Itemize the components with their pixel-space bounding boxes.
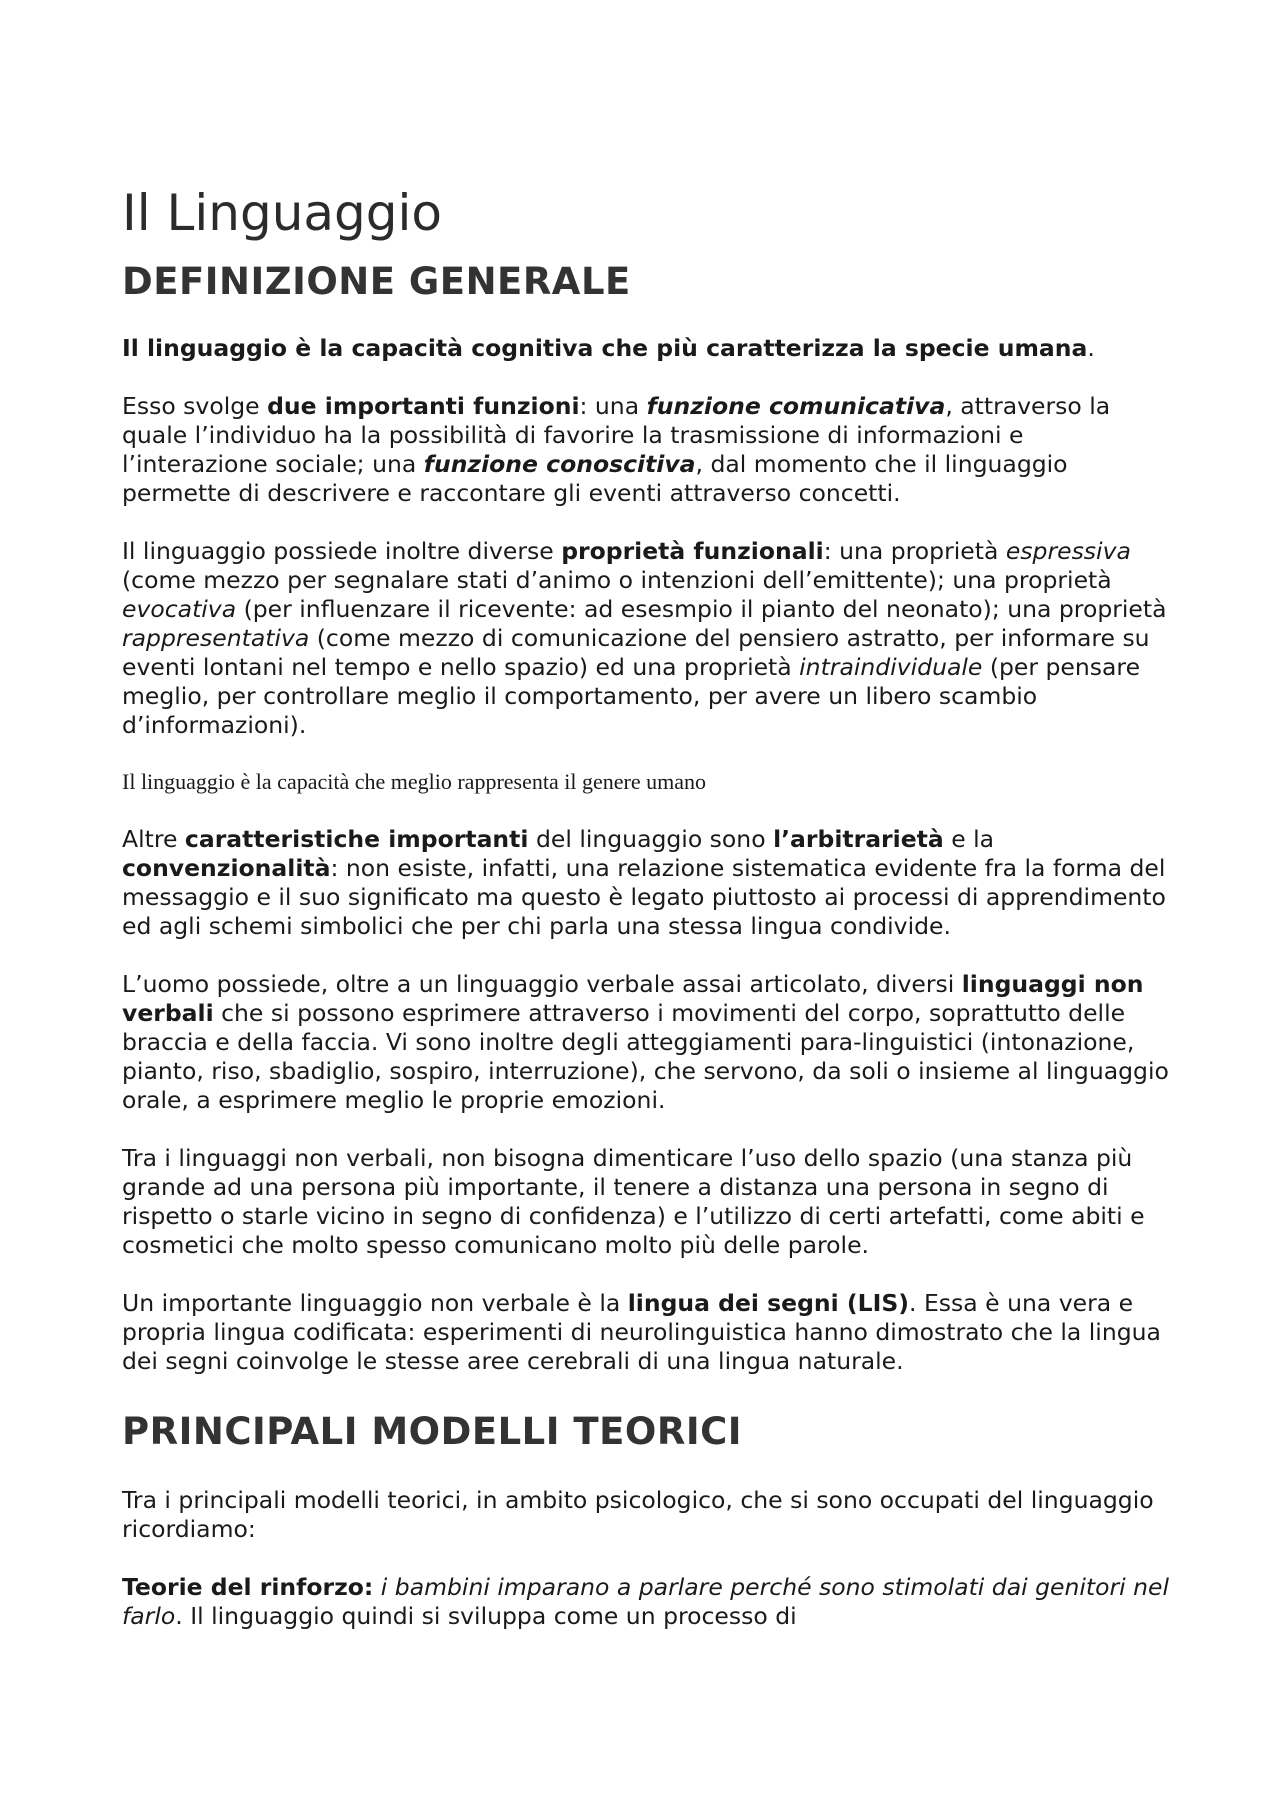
- paragraph-functions: Esso svolge due importanti funzioni: una funzione comunicativa, attraverso la quale l’individuo ha la possibilità di favorire la trasmissione di informazioni e l’interazione sociale; una funzione conoscitiva, dal momento che il linguaggio permette di descrivere e raccontare gli eventi attraverso concetti.: [122, 392, 1111, 507]
- paragraph-models-intro: Tra i principali modelli teorici, in ambito psicologico, che si sono occupati del linguaggio ricordiamo:: [122, 1486, 1154, 1543]
- paragraph-definition: Il linguaggio è la capacità cognitiva che più caratterizza la specie umana.: [122, 334, 1095, 362]
- section-heading-modelli: PRINCIPALI MODELLI TEORICI: [122, 1410, 743, 1453]
- paragraph-serif-note: Il linguaggio è la capacità che meglio rappresenta il genere umano: [122, 769, 706, 794]
- paragraph-lis: Un importante linguaggio non verbale è la lingua dei segni (LIS). Essa è una vera e propria lingua codificata: esperimenti di neurolinguistica hanno dimostrato che la lingua dei segni coinvolge le stesse aree cerebrali di una lingua naturale.: [122, 1289, 1161, 1375]
- bold-text: Il linguaggio è la capacità cognitiva che più caratterizza la specie umana: [122, 334, 1088, 362]
- paragraph-characteristics: Altre caratteristiche importanti del linguaggio sono l’arbitrarietà e la convenzionalità: non esiste, infatti, una relazione sistematica evidente fra la forma del messaggio e il suo significato ma questo è legato piuttosto ai processi di apprendimento ed agli schemi simbolici che per chi parla una stessa lingua condivide.: [122, 825, 1166, 940]
- document-body: [122, 180, 1172, 1660]
- paragraph-reinforcement: Teorie del rinforzo: i bambini imparano a parlare perché sono stimolati dai genitori nel farlo. Il linguaggio quindi si sviluppa come un processo di: [122, 1573, 1170, 1630]
- page-title: Il Linguaggio: [122, 184, 442, 242]
- paragraph-space: Tra i linguaggi non verbali, non bisogna dimenticare l’uso dello spazio (una stanza più grande ad una persona più importante, il tenere a distanza una persona in segno di rispetto o starle vicino in segno di confidenza) e l’utilizzo di certi artefatti, come abiti e cosmetici che molto spesso comunicano molto più delle parole.: [122, 1144, 1145, 1259]
- section-heading-definizione: DEFINIZIONE GENERALE: [122, 260, 631, 303]
- paragraph-properties: Il linguaggio possiede inoltre diverse proprietà funzionali: una proprietà espressiva (come mezzo per segnalare stati d’animo o intenzioni dell’emittente); una proprietà evocativa (per influenzare il ricevente: ad esesmpio il pianto del neonato); una proprietà rappresentativa (come mezzo di comunicazione del pensiero astratto, per informare su eventi lontani nel tempo e nello spazio) ed una proprietà intraindividuale (per pensare meglio, per controllare meglio il comportamento, per avere un libero scambio d’informazioni).: [122, 537, 1167, 739]
- paragraph-non-verbal: L’uomo possiede, oltre a un linguaggio verbale assai articolato, diversi linguaggi non verbali che si possono esprimere attraverso i movimenti del corpo, soprattutto delle braccia e della faccia. Vi sono inoltre degli atteggiamenti para-linguistici (intonazione, pianto, riso, sbadiglio, sospiro, interruzione), che servono, da soli o insieme al linguaggio orale, a esprimere meglio le proprie emozioni.: [122, 970, 1169, 1114]
